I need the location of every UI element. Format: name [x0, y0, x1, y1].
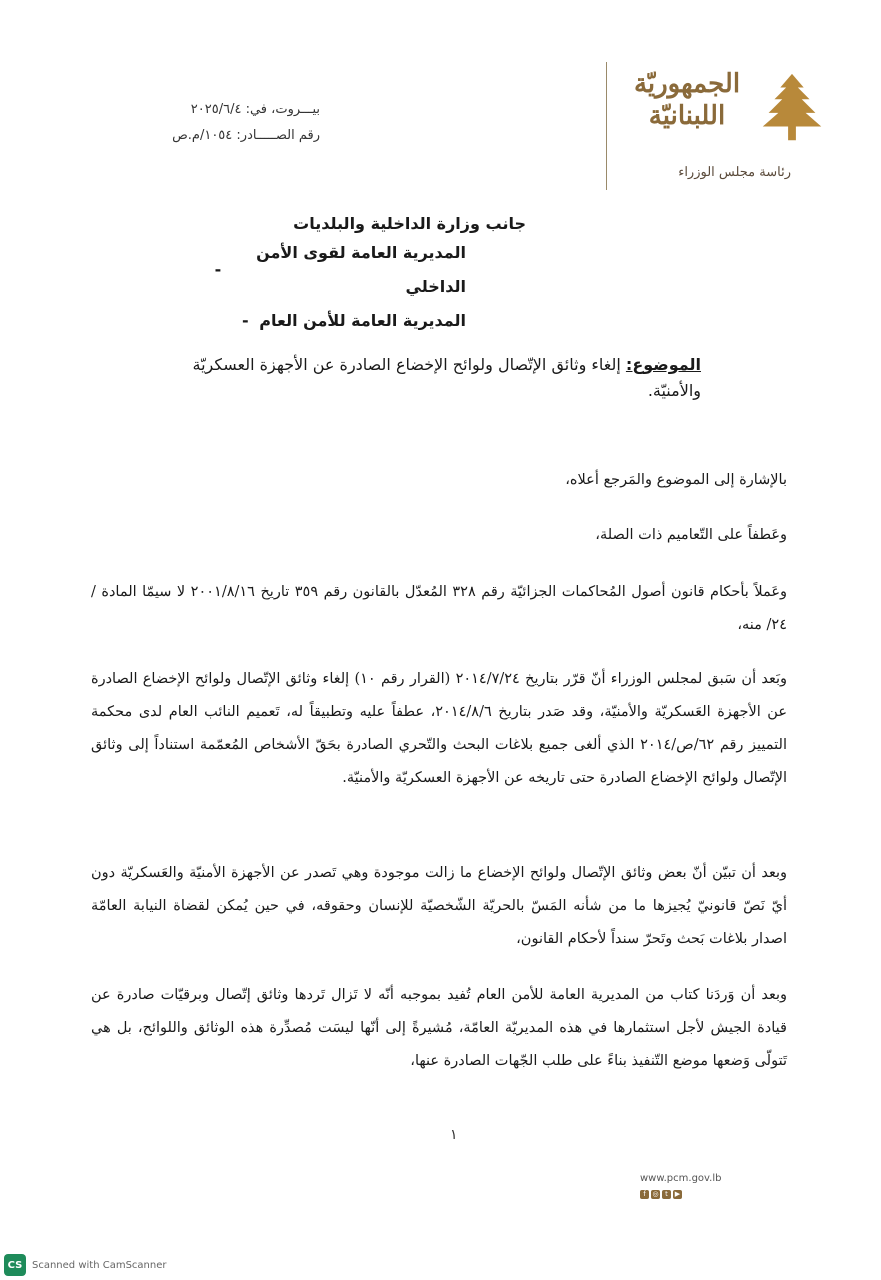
republic-title	[627, 68, 747, 132]
facebook-icon[interactable]: f	[640, 1190, 649, 1199]
reference-number: رقم الصـــــادر: ١٠٥٤/م.ص	[172, 128, 320, 143]
subject-text: إلغاء وثائق الإتّصال ولوائح الإخضاع الصادرة عن الأجهزة العسكريّة والأمنيّة.	[192, 355, 701, 400]
camscanner-text: Scanned with CamScanner	[32, 1259, 167, 1271]
letter-meta	[140, 97, 320, 149]
body-paragraph: وبعد أن وَردَنا كتاب من المديرية العامة للأمن العام تُفيد بموجبه أنّه لا تَزال تَردها وثائق إتّصال وبرقيّات صادرة عن قيادة الجيش لأجل استثمارها في هذه المديريّة العامّة، مُشيرةً إلى أنّها ليسَت مُصدِّرة هذه الوثائق واللوائح، بل هي تَتولّى وَضعها موضع التّنفيذ بناءً على طلب الجّهات الصادرة عنها،	[91, 987, 787, 1069]
cedar-icon	[753, 70, 831, 148]
page-number: ١	[450, 1127, 458, 1143]
list-dash: -	[241, 311, 249, 330]
social-icons	[640, 1190, 760, 1199]
addressee-title: جانب وزارة الداخلية والبلديات	[293, 214, 526, 233]
camscanner-logo-icon: CS	[4, 1254, 26, 1276]
body-paragraph: وعَملاً بأحكام قانون أصول المُحاكمات الجزائيّة رقم ٣٢٨ المُعدّل بالقانون رقم ٣٥٩ تاريخ ٢٠٠١/٨/١٦ لا سيمّا المادة /٢٤/ منه،	[91, 584, 788, 633]
addressee-block	[206, 212, 526, 338]
subject-label: الموضوع:	[625, 355, 701, 374]
addressee-item	[206, 236, 466, 304]
body-paragraph: وعَطفاً على التّعاميم ذات الصلة،	[595, 527, 787, 543]
body-paragraph: وبَعد أن سَبق لمجلس الوزراء أنّ قرّر بتاريخ ٢٠١٤/٧/٢٤ (القرار رقم ١٠) إلغاء وثائق الإتّصال ولوائح الإخضاع الصادرة عن الأجهزة العَسكريّة والأمنيّة، وقد صَدر بتاريخ ٢٠١٤/٨/٦، عطفاً عليه وتطبيقاً له، تَعميم النائب العام لدى محكمة التمييز رقم ٦٢/ص/٢٠١٤ الذي ألغى جميع بلاغات البحث والتّحري الصادرة بحَقّ الأشخاص المُعمّمة استناداً إلى وثائق الإتّصال ولوائح الإخضاع الصادرة حتى تاريخه عن الأجهزة العسكريّة والأمنيّة.	[91, 671, 788, 786]
office-name: رئاسة مجلس الوزراء	[678, 165, 791, 180]
republic-title-line2: اللبنانيّة	[648, 101, 726, 131]
place-date: بيـــروت، في: ٢٠٢٥/٦/٤	[190, 102, 320, 117]
footer	[640, 1172, 760, 1199]
body-paragraph: بالإشارة إلى الموضوع والمَرجع أعلاه،	[565, 472, 787, 488]
addressee-item-text: المديرية العامة لقوى الأمن الداخلي	[256, 243, 466, 296]
subject-line	[141, 352, 701, 404]
camscanner-watermark	[0, 1250, 200, 1280]
website-link[interactable]: www.pcm.gov.lb	[640, 1173, 722, 1184]
twitter-icon[interactable]: t	[662, 1190, 671, 1199]
youtube-icon[interactable]: ▶	[674, 1190, 681, 1198]
header-divider	[606, 62, 607, 190]
list-dash: -	[214, 260, 222, 279]
body-paragraph: وبعد أن تبيّن أنّ بعض وثائق الإتّصال ولوائح الإخضاع ما زالت موجودة وهي تَصدر عن الأجهزة الأمنيّة والعَسكريّة دون أيّ نَصّ قانونيّ يُجيزها ما من شأنه المَسّ بالحريّة الشّخصيّة للإنسان وحقوقه، في حين يُمكن لقضاة النيابة العامّة اصدار بلاغات بَحث وتَحرّ سنداً لأحكام القانون،	[91, 865, 787, 947]
addressee-item	[206, 304, 466, 338]
pcm-logo-block	[606, 62, 831, 192]
instagram-icon[interactable]: ◎	[652, 1190, 659, 1198]
republic-title-line1: الجمهوريّة	[633, 69, 741, 99]
addressee-item-text: المديرية العامة للأمن العام	[259, 311, 466, 330]
